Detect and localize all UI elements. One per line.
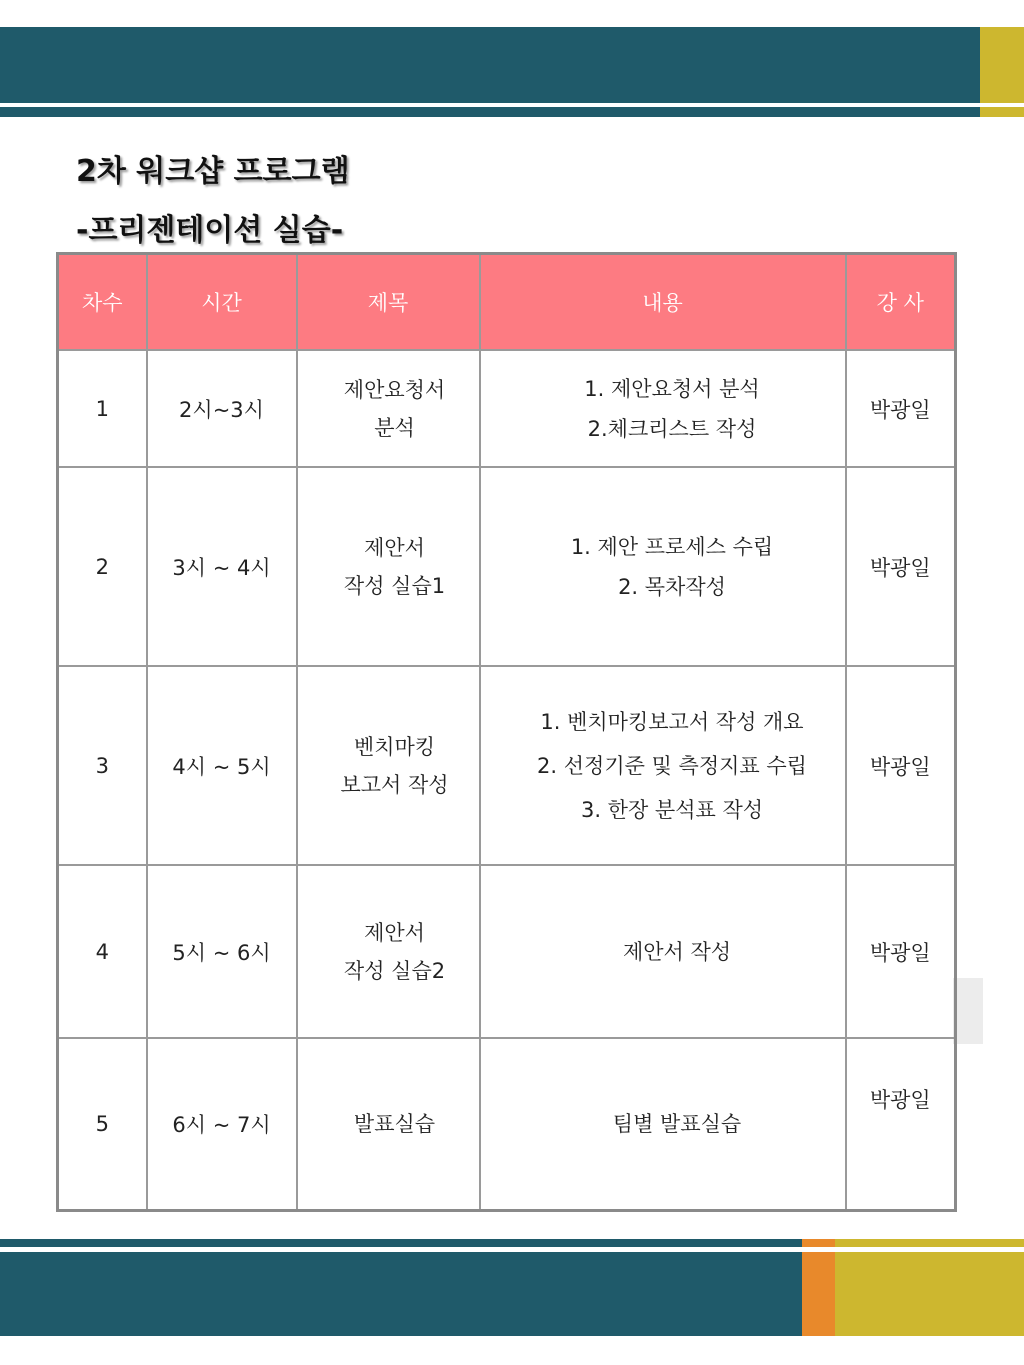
row-title xyxy=(297,865,480,1038)
row-content xyxy=(480,666,846,865)
header-stripe-accent xyxy=(980,107,1024,117)
row-content xyxy=(480,1038,846,1210)
table-row xyxy=(58,1038,956,1210)
row-content xyxy=(480,350,846,467)
row-content-line: 1. 제안요청서 분석 xyxy=(584,376,760,401)
row-lecturer: 박광일 xyxy=(846,350,956,467)
row-title-line: 작성 실습1 xyxy=(343,573,446,598)
row-number: 5 xyxy=(58,1038,147,1210)
table-row xyxy=(58,350,956,467)
row-title xyxy=(297,467,480,666)
row-content-line: 2. 목차작성 xyxy=(618,574,726,599)
row-content xyxy=(480,467,846,666)
row-title xyxy=(297,666,480,865)
row-lecturer: 박광일 xyxy=(846,467,956,666)
row-title-line: 발표실습 xyxy=(353,1111,436,1136)
row-time: 6시 ~ 7시 xyxy=(147,1038,297,1210)
program-table xyxy=(56,252,957,1212)
row-content-line: 제안서 작성 xyxy=(622,939,732,964)
column-header-lecturer: 강 사 xyxy=(846,254,956,351)
row-title-line: 제안요청서 xyxy=(343,377,446,402)
row-title-line: 벤치마킹 xyxy=(353,734,436,759)
column-header-round: 차수 xyxy=(58,254,147,351)
header-accent-block xyxy=(980,27,1024,103)
page-title: 2차 워크샵 프로그램 xyxy=(76,154,350,189)
row-lecturer-text: 박광일 xyxy=(869,1087,931,1112)
row-content-line: 1. 제안 프로세스 수립 xyxy=(570,534,774,559)
side-tab-decoration xyxy=(953,978,983,1044)
header-stripe xyxy=(0,107,980,117)
table-header-row xyxy=(58,254,956,351)
column-header-title: 제목 xyxy=(297,254,480,351)
footer-stripe-accent xyxy=(835,1239,1024,1247)
row-content-line: 3. 한장 분석표 작성 xyxy=(580,797,764,822)
row-title xyxy=(297,1038,480,1210)
header-band xyxy=(0,27,980,103)
row-lecturer: 박광일 xyxy=(846,865,956,1038)
table-row xyxy=(58,666,956,865)
row-lecturer xyxy=(846,1038,956,1210)
row-time: 4시 ~ 5시 xyxy=(147,666,297,865)
row-title xyxy=(297,350,480,467)
row-time: 2시~3시 xyxy=(147,350,297,467)
row-title-line: 분석 xyxy=(374,415,415,440)
row-title-line: 제안서 xyxy=(364,920,425,945)
row-title-line: 작성 실습2 xyxy=(343,958,446,983)
row-title-line: 제안서 xyxy=(364,535,425,560)
page-subtitle: -프리젠테이션 실습- xyxy=(76,213,344,248)
table-row xyxy=(58,467,956,666)
row-content-line: 2.체크리스트 작성 xyxy=(587,416,757,441)
row-number: 2 xyxy=(58,467,147,666)
footer-stripe-orange xyxy=(802,1239,835,1247)
row-time: 3시 ~ 4시 xyxy=(147,467,297,666)
row-lecturer: 박광일 xyxy=(846,666,956,865)
column-header-time: 시간 xyxy=(147,254,297,351)
row-title-line: 보고서 작성 xyxy=(340,772,449,797)
table-row xyxy=(58,865,956,1038)
row-content-line: 2. 선정기준 및 측정지표 수립 xyxy=(537,753,807,778)
row-time: 5시 ~ 6시 xyxy=(147,865,297,1038)
row-number: 4 xyxy=(58,865,147,1038)
column-header-content: 내용 xyxy=(480,254,846,351)
row-content-line: 1. 벤치마킹보고서 작성 개요 xyxy=(540,709,804,734)
row-number: 3 xyxy=(58,666,147,865)
footer-accent-block xyxy=(835,1252,1024,1336)
row-content xyxy=(480,865,846,1038)
footer-band xyxy=(0,1252,802,1336)
footer-stripe xyxy=(0,1239,802,1247)
row-content-line: 팀별 발표실습 xyxy=(612,1111,742,1136)
row-number: 1 xyxy=(58,350,147,467)
footer-orange-block xyxy=(802,1252,835,1336)
